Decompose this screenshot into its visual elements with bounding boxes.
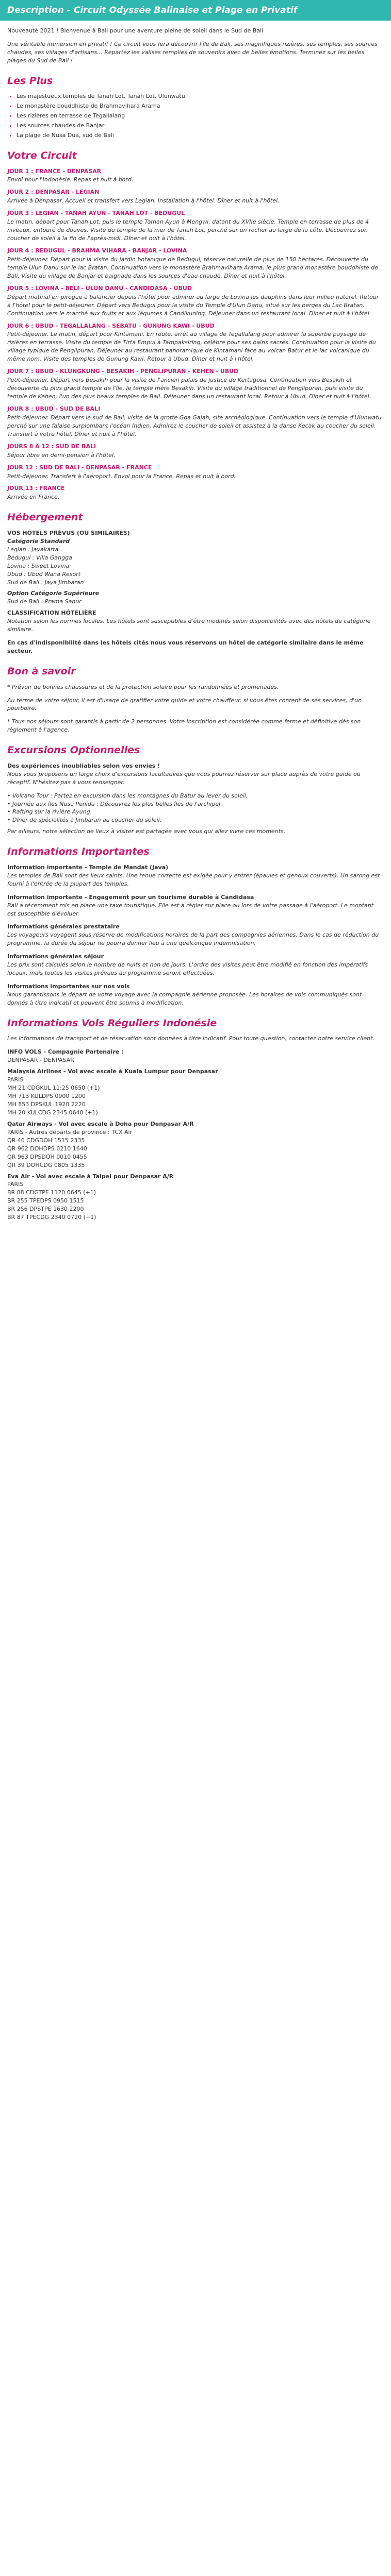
day-head: JOUR 7 : UBUD - KLUNGKUNG - BESAKIH - PENGLIPURAN - KEHEN - UBUD: [7, 368, 239, 375]
flight-line: PARIS: [7, 1181, 24, 1188]
day-block: [7, 188, 384, 205]
hotel-line: Legian : Jayakarta: [7, 546, 59, 553]
excursion-item: • Rafting sur la rivière Ayung.: [7, 808, 92, 816]
flight-line: BR 256 DPSTPE 1630 2200: [7, 1206, 84, 1213]
day-text: Départ matinal en pirogue à balancier depuis l'hôtel pour admirer au large de Lovina les dauphins dans leur milieu naturel. Retour à l'hôtel pour le petit-déjeuner. Départ vers Bedugul pour la visite du Temple d'Ulun Danu, situé sur les berges du Lac Bratan. Continuation vers le marché aux fruits et aux légumes à Candikuning. Déjeuner dans un restaurant local. Dîner et nuit à l'hôtel.: [7, 293, 379, 317]
flight-line: MH 853 DPSKUL 1920 2220: [7, 1101, 86, 1108]
flight-line: QR 40 CDGDOH 1515 2335: [7, 1137, 85, 1144]
day-block: [7, 247, 384, 280]
day-head: JOUR 8 : UBUD - SUD DE BALI: [7, 405, 101, 412]
excursions-title: Excursions Optionnelles: [7, 744, 140, 756]
plus-title: Les Plus: [7, 75, 53, 87]
info-text: Les voyageurs voyagent sous réserve de modifications horaires de la part des compagnies aériennes. Dans le cas de réduction du programme, la durée du séjour ne pourra donner lieu à une quelconque indemnisation.: [7, 931, 379, 947]
flight-line: BR 87 TPECDG 2340 0720 (+1): [7, 1214, 96, 1221]
hotels-category: Catégorie Standard: [7, 537, 70, 545]
regulier-text: Les informations de transport et de réservation sont données à titre indicatif. Pour toute question, contactez notre service client.: [7, 1035, 374, 1042]
day-block: [7, 443, 384, 460]
bon-title: Bon à savoir: [7, 666, 76, 677]
day-block: [7, 464, 384, 481]
flight-line: PARIS: [7, 1076, 24, 1083]
info-text: Les temples de Bali sont des lieux saints. Une tenue correcte est exigée pour y entrer (épaules et genoux couverts). Un sarong est fourni à l'entrée de la plupart des temples.: [7, 872, 380, 887]
excursions-outro: Par ailleurs, notre sélection de lieux à visiter est partagée avec vous qui allez vivre ces moments.: [7, 828, 286, 835]
class-text: Notation selon les normes locales. Les hôtels sont susceptibles d'être modifiés selon disponibilités avec des hôtels de catégorie similaire.: [7, 618, 371, 633]
day-text: Envol pour l'Indonésie. Repas et nuit à bord.: [7, 176, 134, 183]
list-item: • Les rizières en terrasse de Tegallalang: [17, 112, 384, 120]
excursion-item: • Journée aux îles Nusa Penida : Découvrez les plus belles îles de l'archipel.: [7, 800, 222, 807]
day-block: [7, 367, 384, 401]
day-block: [7, 167, 384, 184]
day-block: [7, 405, 384, 438]
circuit-days: [7, 167, 384, 502]
day-block: [7, 322, 384, 364]
list-item: • La plage de Nusa Dua, sud de Bali: [17, 131, 384, 140]
airline-head: Eva Air - Vol avec escale à Taipei pour Denpasar A/R: [7, 1173, 174, 1180]
excursion-item: • Dîner de spécialités à Jimbaran au coucher du soleil.: [7, 817, 162, 824]
day-head: JOUR 6 : UBUD - TEGALLALANG - SEBATU - GUNUNG KAWI - UBUD: [7, 322, 215, 329]
day-text: Séjour libre en demi-pension à l'hôtel.: [7, 451, 116, 459]
day-head: JOUR 13 : FRANCE: [7, 485, 65, 492]
banner-title: Description - Circuit Odyssée Balinaise et Plage en Privatif: [7, 5, 298, 15]
info-head: Informations générales séjour: [7, 953, 104, 960]
flight-line: MH 21 CDGKUL 11:25 0650 (+1): [7, 1084, 100, 1092]
info-text: Nous garantissons le départ de votre voyage avec la compagnie aérienne proposée. Les horaires de vols communiqués sont donnés à titre indicatif et peuvent être soumis à modification.: [7, 991, 362, 1006]
day-head: JOUR 12 : SUD DE BALI - DENPASAR - FRANCE: [7, 464, 152, 471]
flight-line: BR 88 CDGTPE 1120 0645 (+1): [7, 1189, 96, 1196]
excursions-intro: Nous vous proposons un large choix d'excursions facultatives que vous pourrez réserver sur place auprès de votre guide ou réceptif. N'hésitez pas à vous renseigner.: [7, 770, 361, 786]
hotels-category-2: Option Catégorie Supérieure: [7, 590, 100, 597]
flight-line: MH 713 KULDPS 0900 1200: [7, 1093, 86, 1100]
info-title: Informations Importantes: [7, 846, 150, 858]
regulier-title: Informations Vols Réguliers Indonésie: [7, 1017, 217, 1029]
day-text: Le matin, départ pour Tanah Lot, puis le temple Taman Ayun à Mengwi, datant du XVIIe siècle. Temple en terrasse de plus de 4 niveaux, entouré de douves. Visite du temple de la mer de Tanah Lot, perché sur un rocher au large de la côte. Découvrez son coucher de soleil à la fin de l'après-midi. Dîner et nuit à l'hôtel.: [7, 218, 369, 242]
hotel-line: Lovina : Sweet Lovina: [7, 562, 70, 569]
day-block: [7, 209, 384, 243]
info-vols-line: DENPASAR - DENPASAR: [7, 1057, 74, 1064]
intro-body: Une véritable immersion en privatif ! Ce circuit vous fera découvrir l'île de Bali, ses magnifiques rizières, ses temples, ses sources chaudes, ses villages d'artisans... Repartez les valises remplies de souvenirs avec de belles émotions. Terminez sur les belles plages du Sud de Bali !: [7, 40, 378, 64]
info-text: Les prix sont calculés selon le nombre de nuits et non de jours. L'ordre des visites peut être modifié en fonction des impératifs locaux, mais toutes les visites prévues au programme seront effectuées.: [7, 961, 368, 977]
day-block: [7, 484, 384, 501]
info-text: Bali a récemment mis en place une taxe touristique. Elle est à régler sur place ou lors de votre passage à l'aéroport. Le montant est susceptible d'évoluer.: [7, 902, 374, 917]
hotel-line: Sud de Bali : Prama Sanur: [7, 598, 82, 605]
page: [0, 0, 391, 1242]
airline-head: Qatar Airways - Vol avec escale à Doha pour Denpasar A/R: [7, 1120, 194, 1127]
intro-line: Nouveauté 2021 ! Bienvenue à Bali pour une aventure pleine de soleil dans le Sud de Bali: [7, 27, 264, 34]
info-vols-head: INFO VOLS - Compagnie Partenaire :: [7, 1048, 124, 1056]
excursion-item: • Volcano Tour : Partez en excursion dans les montagnes du Batur au lever du soleil.: [7, 792, 248, 799]
class-note: En cas d'indisponibilité dans les hôtels cités nous vous réservons un hôtel de catégorie similaire dans le même secteur.: [7, 639, 364, 655]
flight-line: QR 39 DOHCDG 0805 1335: [7, 1161, 85, 1168]
circuit-title: Votre Circuit: [7, 149, 77, 161]
flight-line: PARIS - Autres départs de province : TCX Air: [7, 1128, 133, 1136]
flight-line: QR 962 DOHDPS 0210 1640: [7, 1145, 87, 1152]
hotels-head: VOS HÔTELS PRÉVUS (OU SIMILAIRES): [7, 529, 130, 536]
flight-line: BR 255 TPEDPS 0950 1515: [7, 1197, 84, 1205]
day-head: JOUR 4 : BEDUGUL - BRAHMA VIHARA - BANJAR - LOVINA: [7, 247, 187, 255]
day-text: Petit-déjeuner. Transfert à l'aéroport. Envol pour la France. Repas et nuit à bord.: [7, 472, 236, 480]
day-head: JOUR 3 : LEGIAN - TANAH AYUN - TANAH LOT - BEDUGUL: [7, 210, 185, 217]
hotel-line: Bedugul : Villa Gangga: [7, 554, 72, 561]
hotels-title: Hébergement: [7, 512, 83, 523]
excursions-head: Des expériences inoubliables selon vos envies !: [7, 762, 160, 769]
day-text: Petit-déjeuner. Départ vers Besakih pour la visite de l'ancien palais de justice de Kertagosa. Continuation vers Besakih et découverte du plus grand temple de l'île, le temple mère Besakih. Visite du village traditionnel de Penglipuran, puis visite du temple de Kehen, l'un des plus beaux temples de Bali. Déjeuner dans un restaurant local. Retour à Ubud. Dîner et nuit à l'hôtel.: [7, 377, 371, 400]
day-head: JOUR 1 : FRANCE - DENPASAR: [7, 167, 102, 175]
day-text: Arrivée à Denpasar. Accueil et transfert vers Legian. Installation à l'hôtel. Dîner et nuit à l'hôtel.: [7, 197, 280, 205]
bon-line: Au terme de votre séjour, il est d'usage de gratifier votre guide et votre chauffeur, si vous êtes content de ses services, d'un pourboire.: [7, 697, 362, 712]
day-text: Petit-déjeuner. Départ vers le sud de Bali, visite de la grotte Goa Gajah, site archéologique. Continuation vers le temple d'Ulunwatu perché sur une falaise surplombant l'océan Indien. Admirez le coucher de soleil et assistez à la danse Kecak au coucher du soleil. Transfert à votre hôtel. Dîner et nuit à l'hôtel.: [7, 414, 382, 437]
airline-head: Malaysia Airlines - Vol avec escale à Kuala Lumpur pour Denpasar: [7, 1068, 218, 1075]
day-head: JOUR 2 : DENPASAR - LEGIAN: [7, 189, 100, 196]
list-item: • Les sources chaudes de Banjar: [17, 122, 384, 130]
flight-line: MH 20 KULCDG 2345 0640 (+1): [7, 1109, 98, 1116]
info-head: Information importante - Engagement pour un tourisme durable à Candidasa: [7, 893, 254, 901]
bon-line: * Prévoir de bonnes chaussures et de la protection solaire pour les randonnées et promenades.: [7, 683, 279, 690]
plus-list: [7, 92, 384, 140]
day-head: JOURS 8 À 12 : SUD DE BALI: [7, 443, 96, 450]
info-head: Informations importantes sur nos vols: [7, 983, 130, 990]
day-head: JOUR 5 : LOVINA - BELI - ULUN DANU - CANDIDASA - UBUD: [7, 284, 192, 292]
class-title: CLASSIFICATION HÔTELIÈRE: [7, 609, 96, 617]
info-head: Information importante - Temple de Mandat (Java): [7, 863, 169, 871]
day-text: Arrivée en France.: [7, 494, 60, 501]
day-text: Petit-déjeuner. Départ pour la visite du jardin botanique de Bedugul, réserve naturelle de plus de 150 hectares. Découverte du temple Ulun Danu sur le lac Bratan. Continuation vers le monastère Brahmavihara Arama, le plus grand monastère bouddhiste de Bali. Visite du village de Banjar et baignade dans les sources d'eau chaude. Dîner et nuit à l'hôtel.: [7, 256, 378, 279]
info-head: Informations générales prestataire: [7, 923, 120, 930]
hotel-line: Ubud : Ubud Wana Resort: [7, 570, 81, 578]
flight-line: QR 963 DPSDOH 0010 0455: [7, 1153, 87, 1160]
page-banner: [0, 0, 391, 21]
day-text: Petit-déjeuner. Le matin, départ pour Kintamani. En route, arrêt au village de Tegallalang pour admirer la superbe paysage de rizières en terrasse. Visite du temple de Tirta Empul à Tampaksiring, célèbre pour ses bains sacrés. Continuation pour la visite du village typique de Penglipuran. Déjeuner au restaurant panoramique de Kintamani face au volcan Batur et le lac volcanique du même nom. Visite des temples de Gunung Kawi. Retour à Ubud. Dîner et nuit à l'hôtel.: [7, 331, 376, 363]
list-item: • Le monastère bouddhiste de Brahmavihara Arama: [17, 102, 384, 110]
list-item: • Les majestueux temples de Tanah Lot, Tanah Lot, Ulunwatu: [17, 92, 384, 100]
day-block: [7, 284, 384, 318]
content: [0, 21, 391, 1242]
bon-line: * Tous nos séjours sont garantis à partir de 2 personnes. Votre inscription est considérée comme ferme et définitive dès son règlement à l'agence.: [7, 718, 361, 734]
hotel-line: Sud de Bali : Jaya Jimbaran: [7, 579, 84, 586]
